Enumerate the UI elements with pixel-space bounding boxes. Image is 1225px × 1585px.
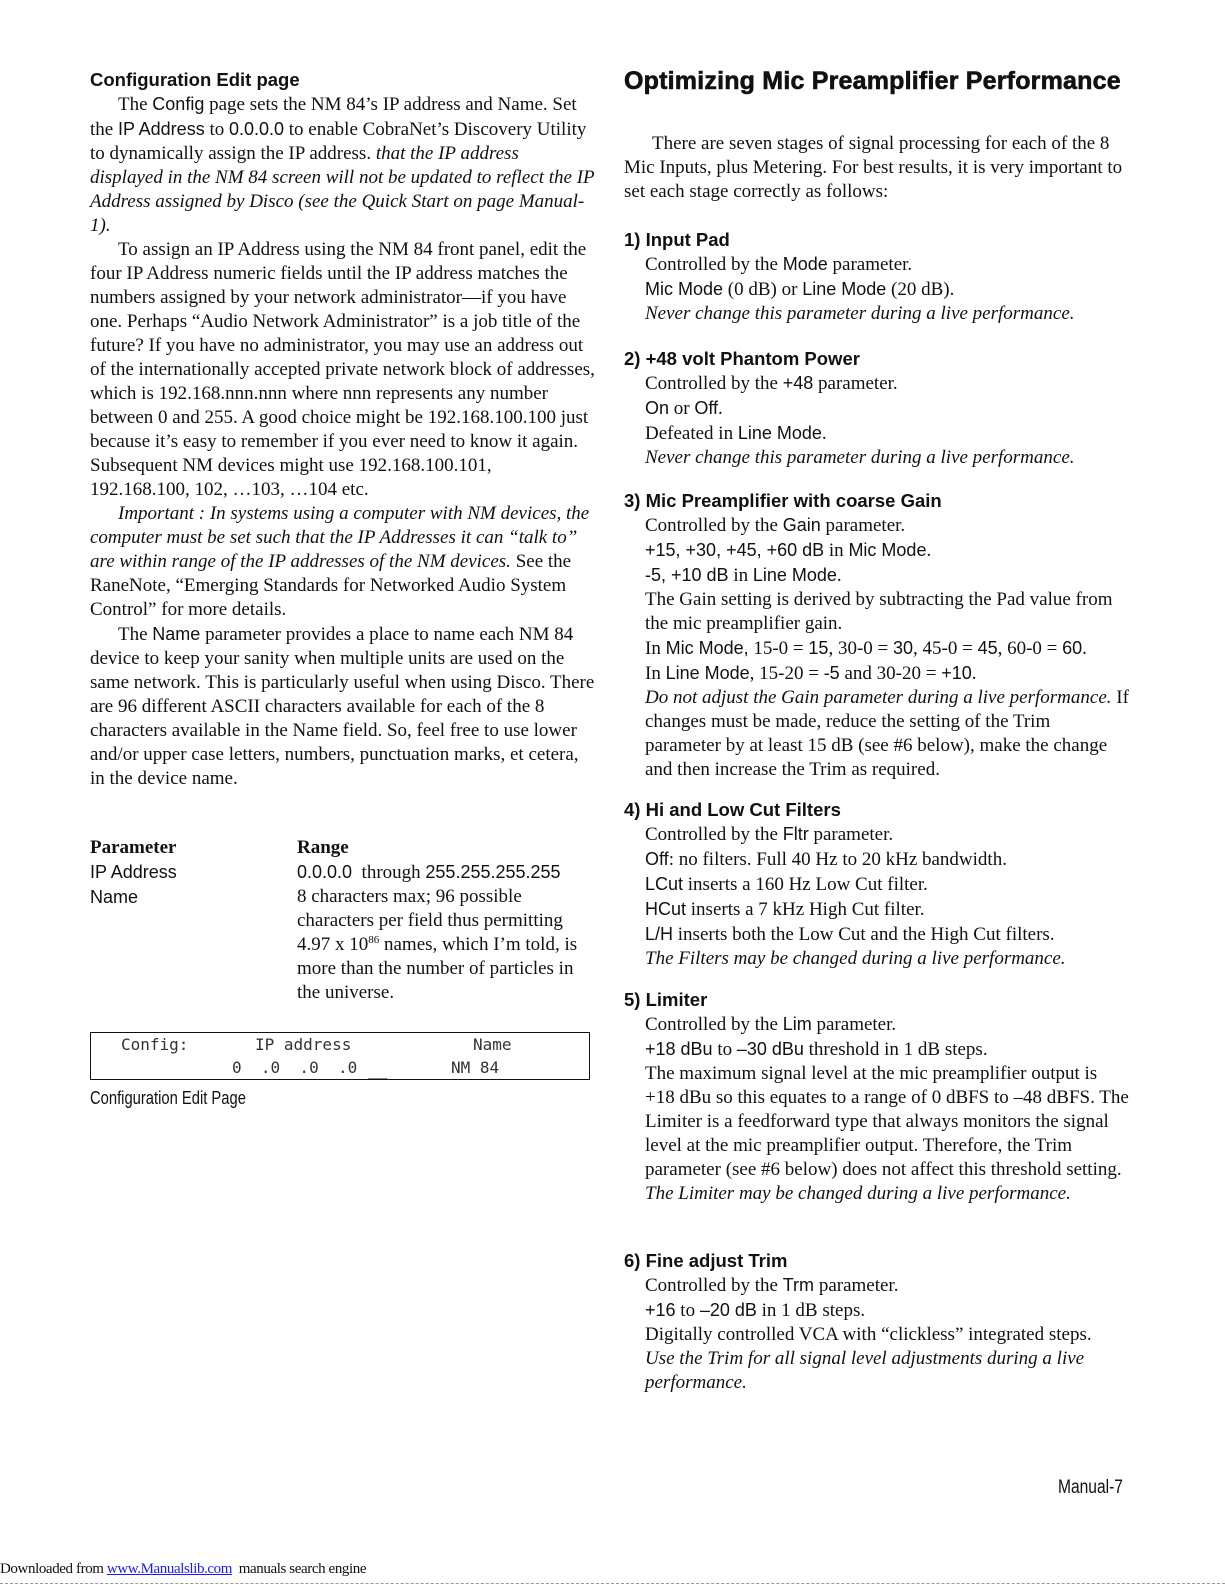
config-edit-heading: Configuration Edit page: [90, 69, 300, 90]
figure-caption: Configuration Edit Page: [90, 1088, 246, 1108]
section-heading: 6) Fine adjust Trim: [624, 1250, 788, 1271]
parameter-table: [90, 836, 594, 1005]
section-limiter: 5) Limiter Controlled by the Lim parameter. +18 dBu to –30 dBu threshold in 1 dB steps. The maximum signal level at the mic preamplifier output is +18 dBu so this equates to a range of 0 dBFS to –48 dBFS. The Limiter is a feedforward type that always monitors the signal level at the mic preamplifier output. Therefore, the Trim parameter (see #6 below) does not affect this threshold setting. The Limiter may be changed during a live performance.: [624, 989, 1129, 1204]
config-paragraph-3: Important : In systems using a computer with NM devices, the computer must be set such that the IP Addresses it can “talk to” are within range of the IP addresses of the NM devices. See the RaneNote, “Emerging Standards for Networked Audio System Control” for more details.: [90, 503, 590, 620]
lcd-label-name: Name: [473, 1035, 512, 1054]
section-phantom-power: 2) +48 volt Phantom Power Controlled by the +48 parameter. On or Off. Defeated in Line Mode. Never change this parameter during a live performance.: [624, 347, 1129, 470]
section-heading: 3) Mic Preamplifier with coarse Gain: [624, 490, 942, 511]
page-number: Manual-7: [1058, 1477, 1123, 1498]
lcd-label-ip: IP address: [255, 1035, 352, 1054]
lcd-label-config: Config:: [121, 1035, 189, 1054]
intro-paragraph: There are seven stages of signal processing for each of the 8 Mic Inputs, plus Metering. For best results, it is very important to set each stage correctly as follows:: [624, 133, 1123, 202]
section-input-pad: 1) Input Pad Controlled by the Mode parameter. Mic Mode (0 dB) or Line Mode (20 dB). Never change this parameter during a live performance.: [624, 228, 1129, 326]
table-header-parameter: Parameter: [90, 837, 177, 858]
section-mic-preamp: 3) Mic Preamplifier with coarse Gain Controlled by the Gain parameter. +15, +30, +45, +60 dB in Mic Mode. -5, +10 dB in Line Mode. The Gain setting is derived by subtracting the Pad value from the mic preamplifier gain. In Mic Mode, 15-0 = 15, 30-0 = 30, 45-0 = 45, 60-0 = 60. In Line Mode, 15-20 = -5 and 30-20 = +10. Do not adjust the Gain parameter during a live performance. If changes must be made, reduce the setting of the Trim parameter by at least 15 dB (see #6 below), make the change and then increase the Trim as required.: [624, 490, 1129, 780]
table-row: Name 8 characters max; 96 possible characters per field thus permitting 4.97 x $10^{86}$ names, which I’m told, is more than the number of particles in the universe.: [90, 886, 578, 1003]
section-heading: 5) Limiter: [624, 989, 708, 1010]
download-footer: Downloaded from www.Manualslib.com manuals search engine: [0, 1561, 367, 1577]
table-row: IP Address 0.0.0.0 through 255.255.255.255: [90, 862, 561, 883]
section-heading: 2) +48 volt Phantom Power: [624, 348, 860, 369]
section-heading: 4) Hi and Low Cut Filters: [624, 799, 841, 820]
config-paragraph-4: The Name parameter provides a place to name each NM 84 device to keep your sanity when multiple units are used on the same network. This is particularly useful when using Disco. There are 96 different ASCII characters available for each of the 8 characters available in the Name field. So, feel free to use lower and/or upper case letters, numbers, punctuation marks, et cetera, in the device name.: [90, 624, 595, 789]
footer-divider: [0, 1583, 1225, 1584]
lcd-display: [90, 1032, 590, 1080]
lcd-name-value: NM 84: [451, 1058, 500, 1077]
section-heading: 1) Input Pad: [624, 229, 730, 250]
page-title: Optimizing Mic Preamplifier Performance: [624, 67, 1121, 95]
config-paragraph-2: To assign an IP Address using the NM 84 front panel, edit the four IP Address numeric fields until the IP address matches the numbers assigned by your network administrator—if you have one. Perhaps “Audio Network Administrator” is a job title of the future? If you have no administrator, you may use an address out of the internationally accepted private network block of addresses, which is 192.168.nnn.nnn where nnn represents any number between 0 and 255. A good choice might be 192.168.100.100 just because it’s easy to remember if you ever need to know it again. Subsequent NM devices might use 192.168.100.101, 192.168.100, 102, …103, …104 etc.: [90, 239, 595, 500]
section-cut-filters: 4) Hi and Low Cut Filters Controlled by the Fltr parameter. Off: no filters. Full 40 Hz to 20 kHz bandwidth. LCut inserts a 160 Hz Low Cut filter. HCut inserts a 7 kHz High Cut filter. L/H inserts both the Low Cut and the High Cut filters. The Filters may be changed during a live performance.: [624, 798, 1129, 971]
manualslib-link[interactable]: www.Manualslib.com: [106, 1561, 233, 1577]
lcd-cursor: __: [368, 1060, 388, 1079]
lcd-ip-value: 0 .0 .0 .0: [232, 1058, 358, 1077]
table-header-range: Range: [297, 837, 349, 858]
config-paragraph-1: The Config page sets the NM 84’s IP address and Name. Set the IP Address to 0.0.0.0 to enable CobraNet’s Discovery Utility to dynamically assign the IP address. that the IP address displayed in the NM 84 screen will not be updated to reflect the IP Address assigned by Disco (see the Quick Start on page Manual-1). To assign an IP Address using the NM 84 front panel, edit the four IP Address numeric fields until the IP address matches the numbers assigned by your network administrator—if you have one. Perhaps “Audio Network Administrator” is a job title of the future? If you have no administrator, you may use an address out of the internationally accepted private network block of addresses, which is 192.168.nnn.nnn where nnn represents any number between 0 and 255. A good choice might be 192.168.100.100 just because it’s easy to remember if you ever need to know it again. Subsequent NM devices might use 192.168.100.101, 192.168.100, 102, …103, …104 etc. Important : In systems using a computer with NM devices, the computer must be set such that the IP Addresses it can “talk to” are within range of the IP addresses of the NM devices. See the RaneNote, “Emerging Standards for Networked Audio System Control” for more details. The Name parameter provides a place to name each NM 84 device to keep your sanity when multiple units are used on the same network. This is particularly useful when using Disco. There are 96 different ASCII characters available for each of the 8 characters available in the Name field. So, feel free to use lower and/or upper case letters, numbers, punctuation marks, et cetera, in the device name.: [90, 94, 595, 789]
section-trim: 6) Fine adjust Trim Controlled by the Trm parameter. +16 to –20 dB in 1 dB steps. Digitally controlled VCA with “clickless” integrated steps. Use the Trim for all signal level adjustments during a live performance.: [624, 1249, 1129, 1395]
